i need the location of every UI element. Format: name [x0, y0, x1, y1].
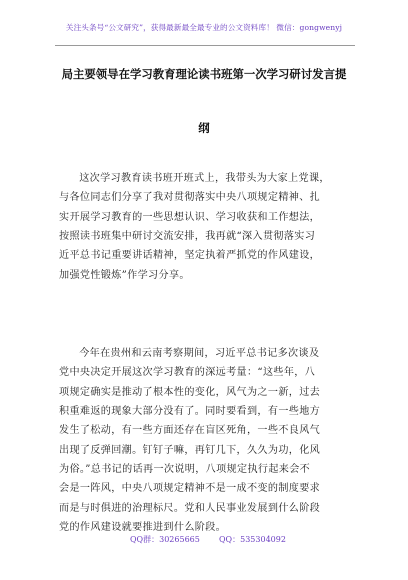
qq-group-contact: QQ群：30265665	[130, 535, 200, 544]
paragraph-line: 今年在贵州和云南考察期间，习近平总书记多次谈及	[79, 348, 320, 359]
paragraph-2	[59, 344, 351, 537]
paragraph-line: 为俗。”总书记的话再一次说明，八项规定执行起来会不	[59, 464, 311, 476]
paragraph-1	[59, 169, 351, 285]
document-title-continuation: 纲	[198, 121, 210, 135]
paragraph-line: 发生了松动，有一些方面还存在盲区死角，一些不良风气	[59, 425, 321, 437]
paragraph-line: 这次学习教育读书班开班式上，我带头为大家上党课，	[79, 173, 330, 184]
paragraph-line: 项规定确实是推动了根本性的变化，风气为之一新，过去	[59, 386, 321, 398]
paragraph-line: 党中央决定开展这次学习教育的深远考量：“这些年，八	[59, 367, 316, 379]
paragraph-line: 而是与时俱进的治理标尺。党和人民事业发展到什么阶段	[59, 502, 321, 514]
qq-contact: QQ：535304092	[219, 535, 286, 544]
paragraph-line: 实开展学习教育的一些思想认识、学习收获和工作想法，	[59, 211, 321, 223]
header-divider	[55, 45, 355, 46]
paragraph-line: 加强党性锻炼”作学习分享。	[59, 269, 190, 281]
paragraph-line: 会是一阵风，中央八项规定精神不是一成不变的制度要求	[59, 483, 321, 495]
paragraph-line: 与各位同志们分享了我对贯彻落实中央八项规定精神、扎	[59, 192, 321, 204]
paragraph-line: 按照读书班集中研讨交流安排，我再就“深入贯彻落实习	[59, 231, 316, 243]
document-title: 局主要领导在学习教育理论读书班第一次学习研讨发言提	[61, 67, 347, 81]
paragraph-line: 近平总书记重要讲话精神，坚定执着严抓党的作风建设，	[59, 250, 321, 262]
paragraph-line: 积重难返的现象大部分没有了。同时要看到，有一些地方	[59, 406, 321, 418]
paragraph-line: 党的作风建设就要推进到什么阶段。	[59, 522, 227, 534]
paragraph-line: 出现了反弹回潮。钉钉子嘛，再钉几下，久久为功，化风	[59, 444, 321, 456]
header-banner: 关注头条号“公文研究”，获得最新最全最专业的公文资料库！ 微信：gongwenyj	[65, 23, 343, 32]
